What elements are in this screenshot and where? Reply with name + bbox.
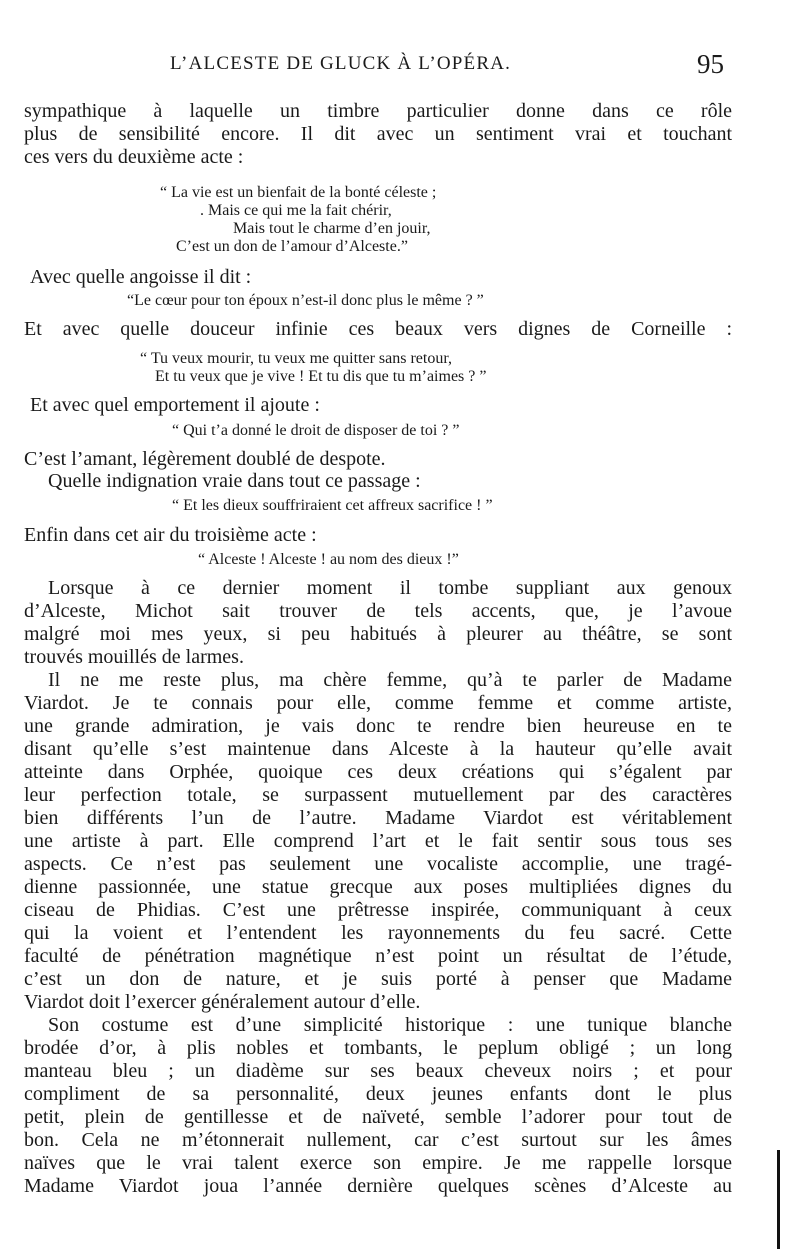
verse-line: “ Tu veux mourir, tu veux me quitter sans retour, — [140, 350, 453, 367]
text-line: une grande admiration, je vais donc te rendre bien heureuse en te — [24, 715, 732, 737]
verse-line: “Le cœur pour ton époux n’est-il donc plus le même ? ” — [127, 292, 484, 309]
text-line: naïves que le vrai talent exerce son empire. Je me rappelle lorsque — [24, 1152, 732, 1174]
text-line: une artiste à part. Elle comprend l’art et le fait sentir sous tous ses — [24, 830, 732, 852]
verse-line: Mais tout le charme d’en jouir, — [233, 220, 431, 237]
text-line: faculté de pénétration magnétique n’est point un résultat de l’étude, — [24, 945, 732, 967]
text-line: brodée d’or, à plis nobles et tombants, le peplum obligé ; un long — [24, 1037, 732, 1059]
text-line: aspects. Ce n’est pas seulement une vocaliste accomplie, une tragé- — [24, 853, 732, 875]
text-line: ces vers du deuxième acte : — [24, 146, 244, 168]
text-line: leur perfection totale, se surpassent mutuellement par des caractères — [24, 784, 732, 806]
text-line: bon. Cela ne m’étonnerait nullement, car c’est surtout sur les âmes — [24, 1129, 732, 1151]
text-line: ciseau de Phidias. C’est une prêtresse inspirée, communiquant à ceux — [24, 899, 732, 921]
text-line: malgré moi mes yeux, si peu habitués à pleurer au théâtre, se sont — [24, 623, 732, 645]
text-line: trouvés mouillés de larmes. — [24, 646, 244, 668]
text-line: compliment de sa personnalité, deux jeunes enfants dont le plus — [24, 1083, 732, 1105]
text-line: Son costume est d’une simplicité historique : une tunique blanche — [48, 1014, 732, 1036]
text-line: Et avec quel emportement il ajoute : — [30, 394, 320, 416]
text-line: Avec quelle angoisse il dit : — [30, 266, 252, 288]
text-line: bien différents l’un de l’autre. Madame Viardot est véritablement — [24, 807, 732, 829]
page-edge-mark — [777, 1150, 780, 1249]
verse-line: C’est un don de l’amour d’Alceste.” — [176, 238, 408, 255]
text-line: Madame Viardot joua l’année dernière quelques scènes d’Alceste au — [24, 1175, 732, 1197]
text-line: Quelle indignation vraie dans tout ce passage : — [48, 470, 421, 492]
text-line: qui la voient et l’entendent les rayonnements du feu sacré. Cette — [24, 922, 732, 944]
running-header: L’ALCESTE DE GLUCK À L’OPÉRA. — [170, 53, 512, 74]
text-line: petit, plein de gentillesse et de naïveté, semble l’adorer pour tout de — [24, 1106, 732, 1128]
text-line: Lorsque à ce dernier moment il tombe suppliant aux genoux — [48, 577, 732, 599]
text-line: c’est un don de nature, et je suis porté à penser que Madame — [24, 968, 732, 990]
text-line: C’est l’amant, légèrement doublé de despote. — [24, 448, 386, 470]
text-line: disant qu’elle s’est maintenue dans Alceste à la hauteur qu’elle avait — [24, 738, 732, 760]
verse-line: “ Qui t’a donné le droit de disposer de toi ? ” — [172, 422, 460, 439]
text-line: Viardot. Je te connais pour elle, comme femme et comme artiste, — [24, 692, 732, 714]
text-line: Il ne me reste plus, ma chère femme, qu’à te parler de Madame — [48, 669, 732, 691]
text-line: atteinte dans Orphée, quoique ces deux créations qui s’égalent par — [24, 761, 732, 783]
verse-line: “ La vie est un bienfait de la bonté céleste ; — [160, 184, 437, 201]
page-number: 95 — [697, 49, 724, 79]
text-line: Enfin dans cet air du troisième acte : — [24, 524, 317, 546]
text-line: Viardot doit l’exercer généralement autour d’elle. — [24, 991, 421, 1013]
text-line: Et avec quelle douceur infinie ces beaux vers dignes de Corneille : — [24, 318, 732, 340]
text-line: sympathique à laquelle un timbre particulier donne dans ce rôle — [24, 100, 732, 122]
text-line: plus de sensibilité encore. Il dit avec un sentiment vrai et touchant — [24, 123, 732, 145]
text-line: d’Alceste, Michot sait trouver de tels accents, que, je l’avoue — [24, 600, 732, 622]
text-line: dienne passionnée, une statue grecque aux poses multipliées dignes du — [24, 876, 732, 898]
verse-line: Et tu veux que je vive ! Et tu dis que tu m’aimes ? ” — [155, 368, 487, 385]
verse-line: “ Alceste ! Alceste ! au nom des dieux !” — [198, 551, 459, 568]
text-line: manteau bleu ; un diadème sur ses beaux cheveux noirs ; et pour — [24, 1060, 732, 1082]
verse-line: . Mais ce qui me la fait chérir, — [200, 202, 392, 219]
verse-line: “ Et les dieux souffriraient cet affreux sacrifice ! ” — [172, 497, 493, 514]
